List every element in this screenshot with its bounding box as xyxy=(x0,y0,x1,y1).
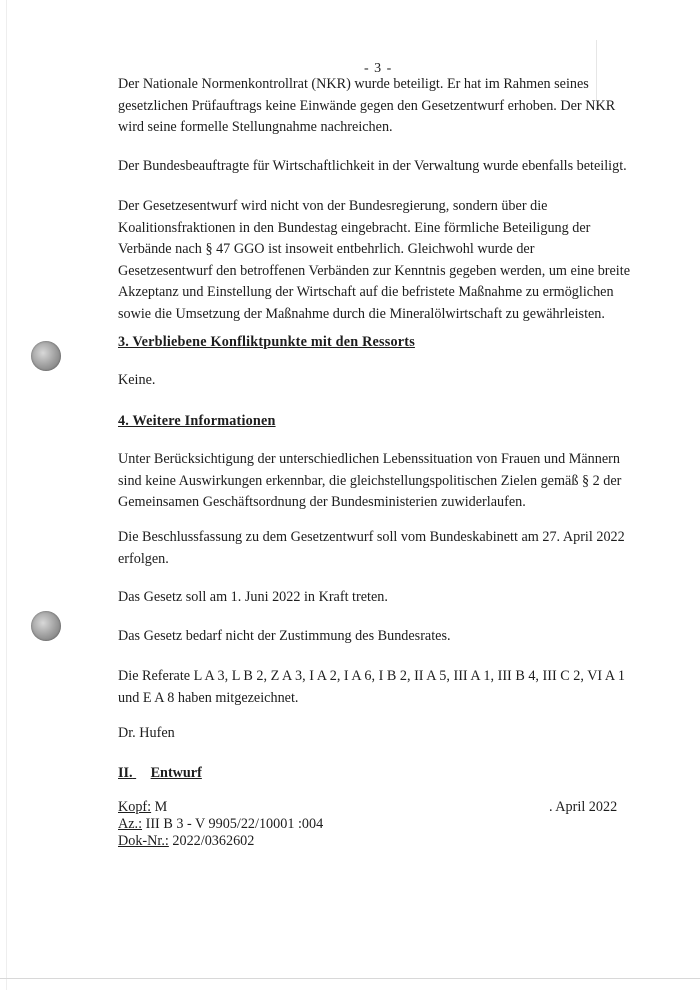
paragraph-referate-text: Die Referate L A 3, L B 2, Z A 3, I A 2, I A 6, I B 2, II A 5, III A 1, III B 4, III C 2, VI A 1 und E A 8 haben mitgezeichnet. xyxy=(118,668,626,706)
kopf-label: Kopf: xyxy=(118,799,152,815)
meta-row-az xyxy=(118,816,323,833)
section-number: II. xyxy=(118,765,133,781)
section-title: Entwurf xyxy=(150,765,202,781)
punch-hole-lower xyxy=(31,611,61,641)
az-value: III B 3 - V 9905/22/10001 :004 xyxy=(145,816,324,832)
paragraph-beschluss xyxy=(118,527,630,570)
paragraph-inkraft xyxy=(118,587,630,609)
paragraph-einbringung xyxy=(118,196,632,325)
meta-row-dok xyxy=(118,833,323,850)
paragraph-keine xyxy=(118,370,630,392)
scan-edge-left xyxy=(6,0,7,990)
signer-name: Dr. Hufen xyxy=(118,725,175,741)
paragraph-gleichstellung-text: Unter Berücksichtigung der unterschiedlichen Lebenssituation von Frauen und Männern sind keine Auswirkungen erkennbar, die gleichstellungspolitischen Zielen gemäß § 2 der Gemeinsamen Geschäftsordnung der Bundesministerien zuwiderlaufen. xyxy=(118,451,622,510)
dok-label: Dok-Nr.: xyxy=(118,833,169,849)
paragraph-beschluss-text: Die Beschlussfassung zu dem Gesetzentwurf soll vom Bundeskabinett am 27. April 2022 erfolgen. xyxy=(118,529,625,567)
paragraph-bwv-text: Der Bundesbeauftragte für Wirtschaftlichkeit in der Verwaltung wurde ebenfalls beteiligt. xyxy=(118,158,627,174)
paragraph-gleichstellung xyxy=(118,449,630,514)
paragraph-inkraft-text: Das Gesetz soll am 1. Juni 2022 in Kraft treten. xyxy=(118,589,388,605)
document-date: . April 2022 xyxy=(549,799,618,815)
paragraph-keine-text: Keine. xyxy=(118,372,156,388)
paragraph-nkr xyxy=(118,74,630,139)
kopf-value: M xyxy=(154,799,168,815)
paragraph-einbringung-text: Der Gesetzesentwurf wird nicht von der Bundesregierung, sondern über die Koalitionsfraktionen in den Bundestag eingebracht. Eine förmliche Beteiligung der Verbände nach § 47 GGO ist insoweit entbehrlich. Gleichwohl wurde der Gesetzesentwurf den betroffenen Verbänden zur Kenntnis gegeben werden, um eine breite Akzeptanz und Einstellung der Wirtschaft auf die befristete Maßnahme zu ermöglichen sowie die Umsetzung der Maßnahme durch die Mineralölwirtschaft zu gewährleisten. xyxy=(118,198,630,322)
page-number: - 3 - xyxy=(364,61,393,76)
punch-hole-upper xyxy=(31,341,61,371)
paragraph-zustimmung-text: Das Gesetz bedarf nicht der Zustimmung des Bundesrates. xyxy=(118,628,451,644)
paragraph-nkr-text: Der Nationale Normenkontrollrat (NKR) wurde beteiligt. Er hat im Rahmen seines gesetzlichen Prüfauftrags keine Einwände gegen den Gesetzentwurf erhoben. Der NKR wird seine formelle Stellungnahme nachreichen. xyxy=(118,76,616,135)
heading-konfliktpunkte: 3. Verbliebene Konfliktpunkte mit den Ressorts xyxy=(118,334,415,350)
section-heading-entwurf xyxy=(118,765,202,782)
paragraph-zustimmung xyxy=(118,626,630,648)
heading-weitere-informationen: 4. Weitere Informationen xyxy=(118,413,276,429)
meta-row-kopf xyxy=(118,799,323,816)
section-gap xyxy=(133,765,151,782)
paragraph-bwv xyxy=(118,156,630,178)
scan-edge-bottom xyxy=(0,978,700,979)
document-metadata xyxy=(118,799,323,850)
az-label: Az.: xyxy=(118,816,143,832)
paragraph-referate xyxy=(118,666,630,709)
dok-value: 2022/0362602 xyxy=(172,833,255,849)
